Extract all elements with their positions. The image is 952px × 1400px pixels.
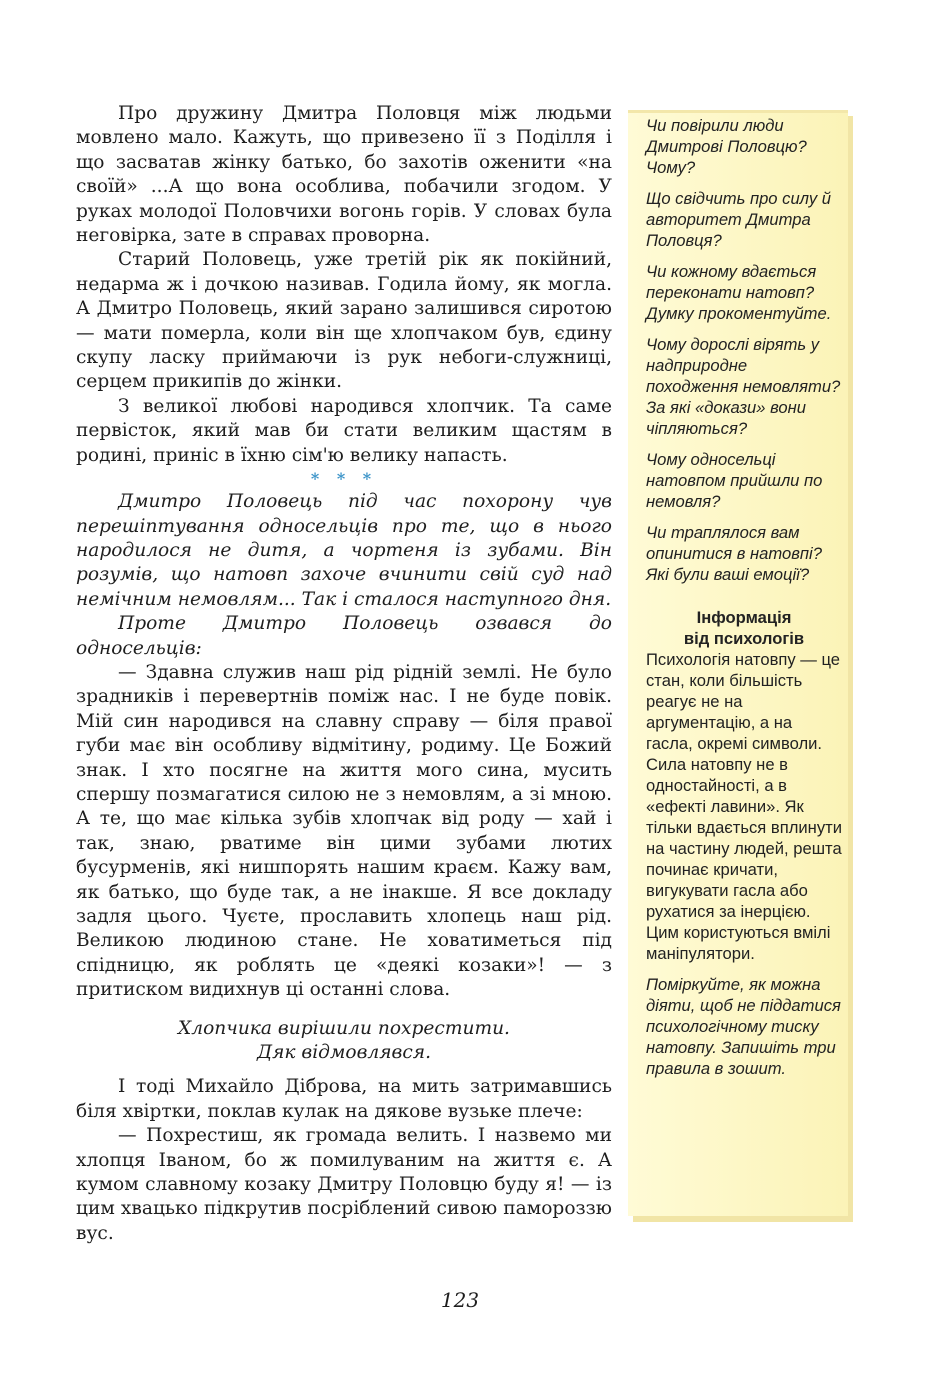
page-number: 123 <box>440 1288 480 1312</box>
italic-paragraph: Проте Дмитро Половець озвався до односельців: <box>76 613 612 659</box>
dialogue-paragraph: — Похрестиш, як громада велить. І назвемо ми хлопця Іваном, бо ж помилуваним на життя є. А кумом славному козаку Дмитру Половцю буду я! — із цим хвацько підкрутив посріблений сивою памороззю вус. <box>76 1125 612 1244</box>
note-line: Хлопчика вирішили похрестити. <box>178 1017 510 1039</box>
question: Чому дорослі вірять у надприродне походження немовляти? За які «докази» вони чіпляються? <box>646 335 841 438</box>
question: Чи повірили люди Дмитрові Половцю? Чому? <box>646 116 807 177</box>
note-line: Дяк відмовлявся. <box>256 1042 432 1064</box>
question: Що свідчить про силу й авторитет Дмитра Половця? <box>646 189 831 250</box>
info-heading-line: Інформація <box>696 608 792 627</box>
section-divider: * * * <box>310 469 378 489</box>
question: Чи траплялося вам опинитися в натовпі? Які були ваші емоції? <box>646 523 822 584</box>
question: Чому односельці натовпом прийшли по немовля? <box>646 450 823 511</box>
questions-sidebar <box>628 110 848 1216</box>
paragraph: З великої любові народився хлопчик. Та саме первісток, який мав би стати великим щастям в родині, приніс в їхню сім'ю велику напасть. <box>76 395 612 466</box>
italic-paragraph: Дмитро Половець під час похорону чув перешіптування односельців про те, що в нього народилося не дитя, а чортеня із зубами. Він розумів, що натовп захоче вчинити свій суд над немічним немовлям... Так і сталося наступного дня. <box>76 491 612 610</box>
task: Поміркуйте, як можна діяти, щоб не піддатися психологічному тиску натовпу. Запишіть три правила в зошит. <box>646 975 841 1078</box>
info-text: Психологія натовпу — це стан, коли більшість реагує не на аргументацію, а на гасла, окремі символи. Сила натовпу не в одностайності, а в «ефекті лавини». Як тільки вдається вплинути на частину людей, решта починає кричати, вигукувати гасла або рухатися за інерцією. Цим користуються вмілі маніпулятори. <box>646 650 842 963</box>
info-heading <box>646 607 842 649</box>
question: Чи кожному вдається переконати натовп? Думку прокоментуйте. <box>646 262 832 323</box>
italic-centered-note <box>76 1017 612 1066</box>
dialogue-paragraph: — Здавна служив наш рід рідній землі. Не було зрадників і перевертнів поміж нас. І не буде повік. Мій син народився на славну справу — біля правої губи має він особливу відмітину, родиму. Це Божий знак. І хто посягне на життя мого сина, мусить спершу позмагатися силою не з немовлям, а зі мною. А те, що має кілька зубів хлопчак від роду — хай і так, знаю, рватиме він цими зубами лютих бусурменів, які нишпорять нашим краєм. Кажу вам, як батько, що буде так, а не інакше. Я все докладу задля цього. Чуєте, прославить хлопець наш рід. Великою людиною стане. Не ховатиметься під спідницю, як роблять це «деякі козаки»! — з притиском видихнув ці останні слова. <box>76 661 612 1001</box>
paragraph: Старий Половець, уже третій рік як покійний, недарма ж і дочкою називав. Годила йому, як могла. А Дмитро Половець, який зарано залишився сиротою — мати померла, коли він ще хлопчаком був, єдину скупу ласку приймаючи із рук небоги-служниці, серцем прикипів до жінки. <box>76 249 612 393</box>
italic-summary <box>76 490 612 661</box>
main-text-column <box>76 102 612 1246</box>
paragraph: І тоді Михайло Діброва, на мить затримавшись біля хвіртки, поклав кулак на дякове вузьке плече: <box>76 1076 612 1122</box>
paragraph: Про дружину Дмитра Половця між людьми мовлено мало. Кажуть, що привезено її з Поділля і що засватав жінку батько, бо захотів оженити «на своїй» ...А що вона особлива, побачили згодом. У руках молодої Половчихи вогонь горів. У словах була неговірка, зате в справах проворна. <box>76 103 612 247</box>
info-heading-line: від психологів <box>683 629 805 648</box>
